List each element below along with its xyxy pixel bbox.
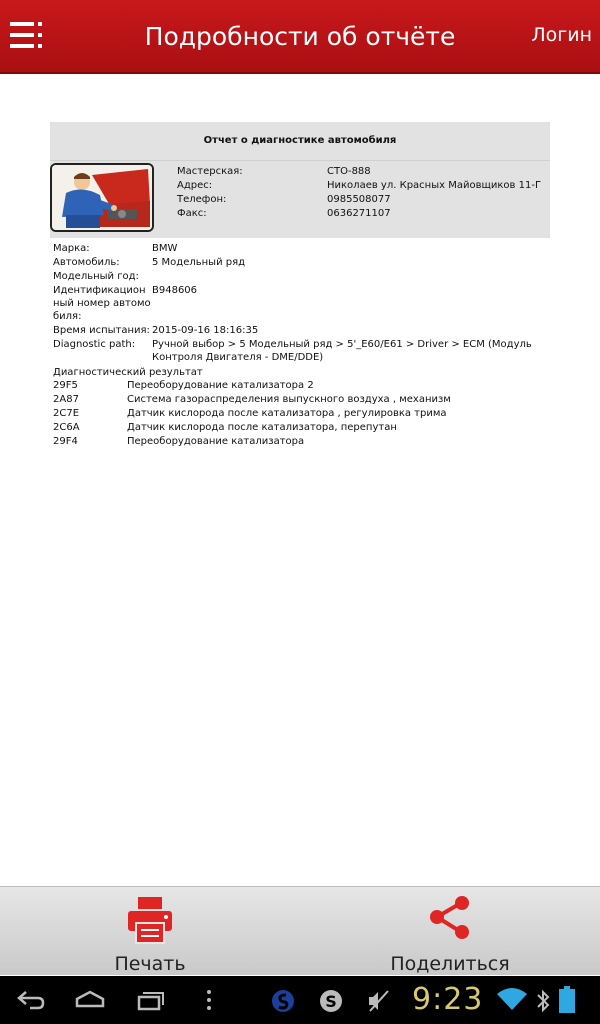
- detail-row-model: Автомобиль: 5 Модельный ряд: [53, 257, 246, 268]
- action-bar: [0, 886, 600, 975]
- printer-icon: [126, 895, 174, 945]
- result-title: Диагностический результат: [53, 367, 203, 378]
- overflow-menu-icon[interactable]: [204, 988, 214, 1012]
- report: [50, 122, 550, 449]
- detail-row-make: Марка: BMW: [53, 243, 178, 254]
- wifi-icon: [496, 986, 528, 1012]
- bluetooth-icon: [536, 988, 550, 1014]
- shop-row-address: Адрес: Николаев ул. Красных Майовщиков 11-Г: [177, 180, 542, 191]
- shop-row-workshop: Мастерская: СТО-888: [177, 166, 371, 177]
- back-icon[interactable]: [16, 988, 46, 1012]
- detail-row-diagnostic-path: Diagnostic path: Ручной выбор > 5 Модельный ряд > 5'_E60/E61 > Driver > ECM (Модуль Контроля Двигателя - DME/DDE): [53, 339, 532, 363]
- shop-row-phone: Телефон: 0985508077: [177, 194, 391, 205]
- mute-icon: [366, 988, 392, 1014]
- vehicle-details: [50, 242, 550, 449]
- report-title: Отчет о диагностике автомобиля: [50, 122, 550, 161]
- clock: 9:23: [412, 982, 484, 1017]
- dtc-row: 2C7E Датчик кислорода после катализатора , регулировка трима: [53, 408, 447, 419]
- app-bar: [0, 0, 600, 74]
- detail-row-test-time: Время испытания: 2015-09-16 18:16:35: [53, 325, 259, 336]
- shop-table: [177, 165, 547, 221]
- print-label: Печать: [114, 953, 186, 975]
- login-button[interactable]: Логин: [531, 24, 592, 46]
- mechanic-icon: [52, 165, 152, 230]
- shop-row-fax: Факс: 0636271107: [177, 208, 391, 219]
- dtc-list: [53, 379, 550, 449]
- skype-notification-icon: [318, 988, 344, 1014]
- home-icon[interactable]: [74, 988, 106, 1012]
- dtc-row: 2C6A Датчик кислорода после катализатора, перепутан: [53, 422, 397, 433]
- share-label: Поделиться: [390, 953, 510, 975]
- shazam-notification-icon: [270, 988, 296, 1014]
- share-icon: [427, 895, 473, 941]
- dtc-row: 2A87 Система газораспределения выпускного воздуха , механизм: [53, 394, 451, 405]
- battery-icon: [558, 986, 576, 1014]
- system-nav-bar: [0, 976, 600, 1024]
- mechanic-logo: [50, 163, 154, 232]
- dtc-row: 29F5 Переоборудование катализатора 2: [53, 380, 314, 391]
- shop-info: [50, 161, 550, 238]
- share-button[interactable]: [300, 887, 600, 975]
- page-title: Подробности об отчёте: [144, 22, 456, 51]
- dtc-row: 29F4 Переоборудование катализатора: [53, 436, 305, 447]
- print-button[interactable]: [0, 887, 300, 975]
- detail-row-vin: Идентификационный номер автомобиля: B948606: [53, 285, 198, 322]
- recent-apps-icon[interactable]: [136, 988, 166, 1012]
- svg-text:S: S: [325, 992, 337, 1011]
- detail-row-year: Модельный год:: [53, 271, 139, 282]
